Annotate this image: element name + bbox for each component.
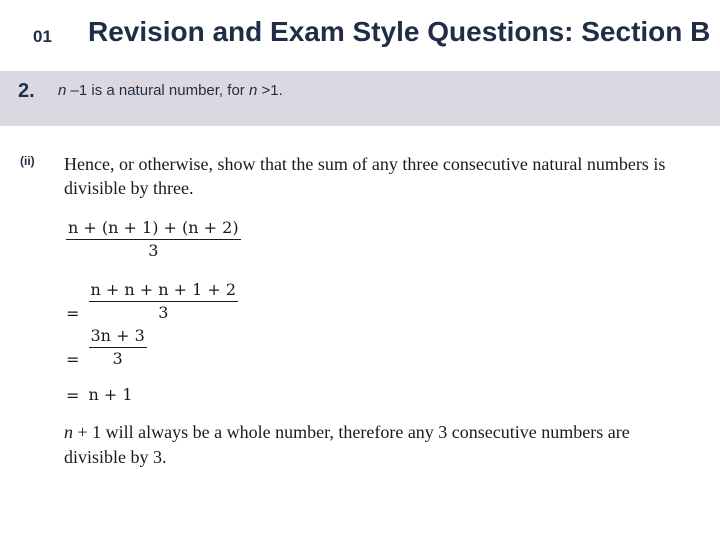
part-prompt: Hence, or otherwise, show that the sum of any three consecutive natural numbers is divisible by three. [64,154,666,198]
conclusion [64,420,694,470]
fraction [89,280,239,322]
working-step-2 [66,280,238,322]
chapter-number: 01 [33,27,52,46]
fraction [66,218,241,260]
stem-variable: n [58,82,67,99]
equals-sign: = [66,386,80,405]
part-label: (ii) [20,154,35,168]
fraction-numerator: n + (n + 1) + (n + 2) [68,218,239,237]
stem-end: >1. [257,82,283,99]
fraction-denominator: 3 [112,349,123,368]
working-step-3 [66,326,147,368]
slide-title: Revision and Exam Style Questions: Section B [88,16,711,47]
fraction-bar [89,347,147,348]
fraction [89,326,147,368]
fraction-denominator: 3 [148,241,159,260]
fraction-bar [89,301,239,302]
conclusion-text: + 1 will always be a whole number, therefore any 3 consecutive numbers are divisible by 3. [64,422,630,467]
question-number: 2. [18,80,35,102]
fraction-denominator: 3 [158,303,169,322]
fraction-numerator: n + n + n + 1 + 2 [90,280,237,299]
working-step-4 [66,385,133,405]
equals-sign: = [66,349,80,369]
equals-sign: = [66,303,80,323]
conclusion-variable: n [64,422,73,442]
step-result: n + 1 [88,385,133,404]
fraction-numerator: 3n + 3 [90,326,145,345]
question-stem [58,82,283,99]
fraction-bar [66,239,241,240]
stem-variable-2: n [248,82,258,99]
working-step-1 [66,218,241,260]
stem-text: –1 is a natural number, for [66,82,249,99]
